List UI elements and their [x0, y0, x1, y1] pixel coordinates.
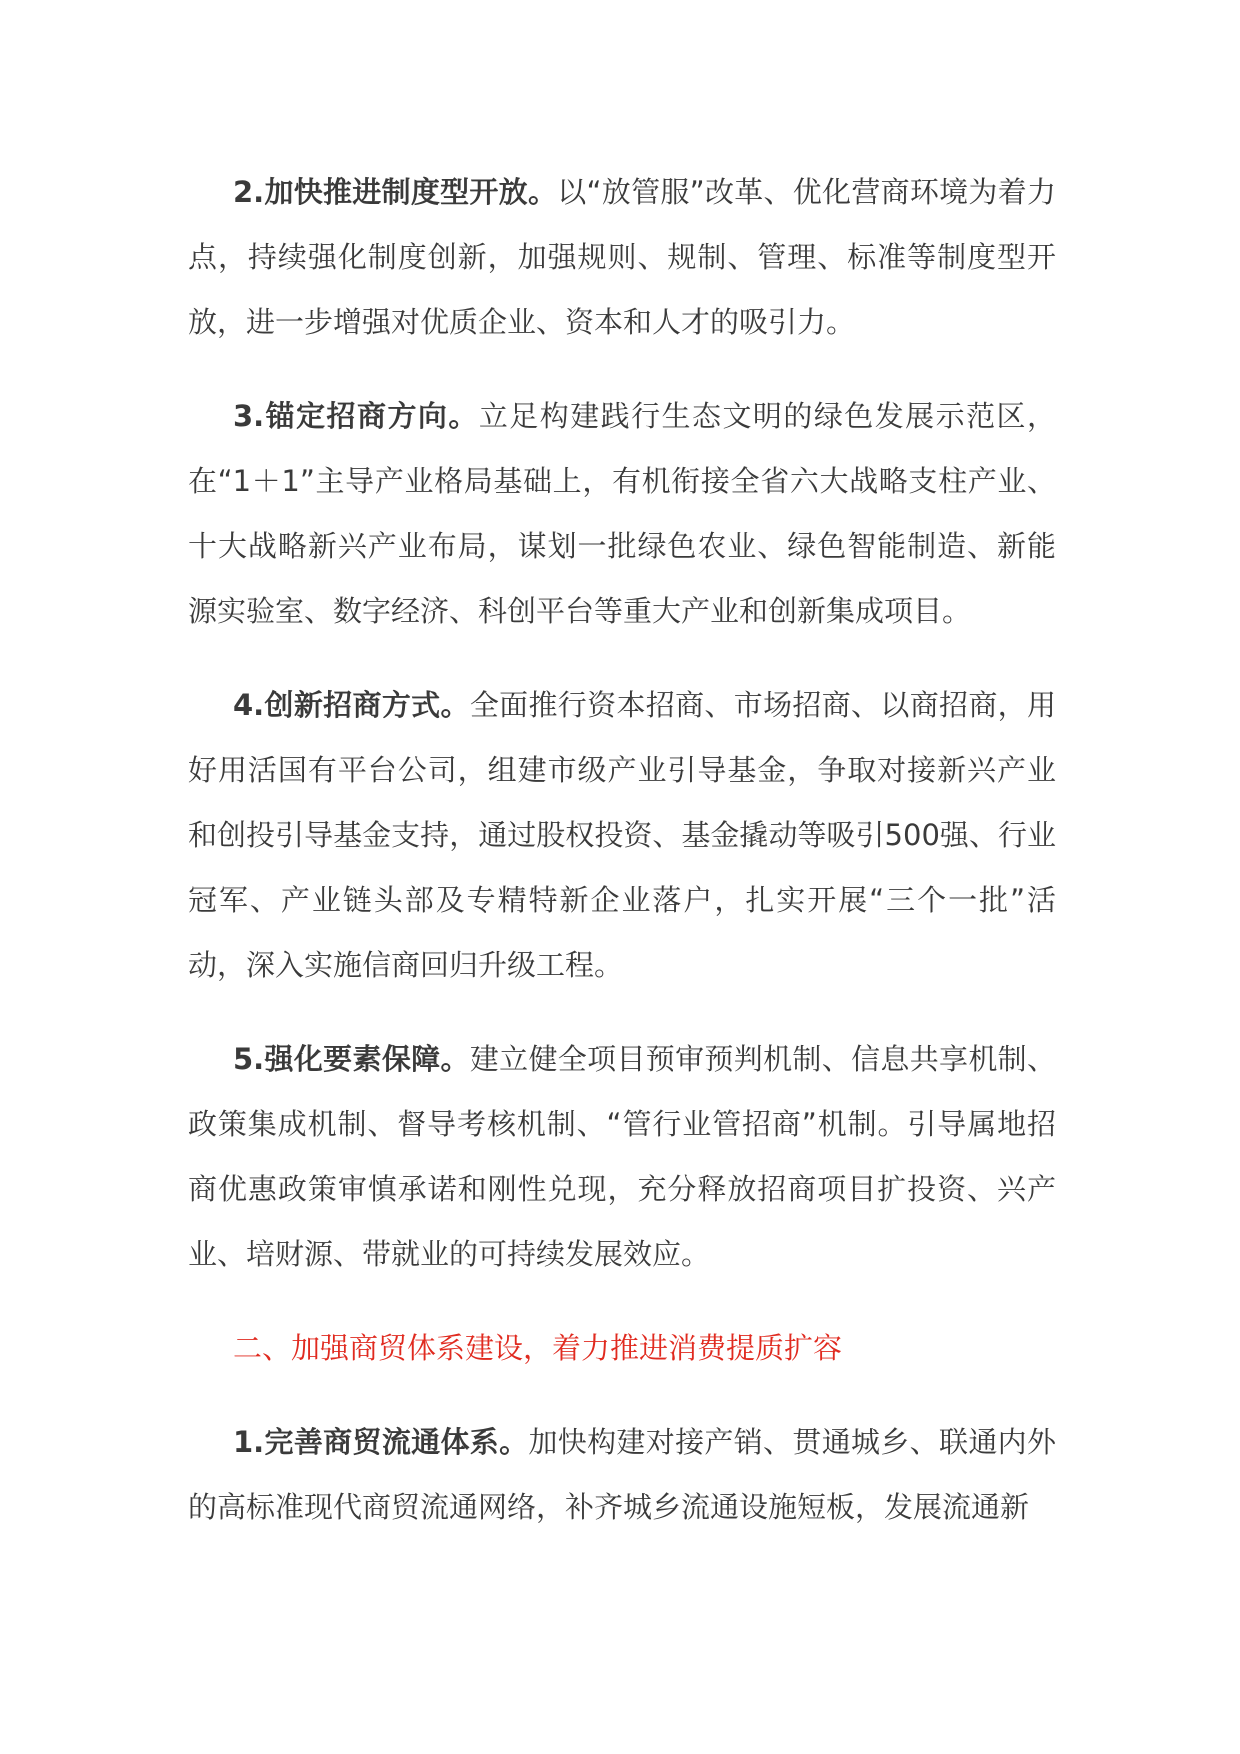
- paragraph-investment-methods: [188, 673, 1056, 998]
- paragraph-lead: 4.创新招商方式。: [233, 688, 470, 722]
- paragraph-lead: 3.锚定招商方向。: [233, 399, 479, 433]
- paragraph-investment-direction: [188, 384, 1056, 644]
- paragraph-lead: 5.强化要素保障。: [233, 1042, 470, 1076]
- document-page: [188, 160, 1056, 1540]
- paragraph-institutional-opening: [188, 160, 1056, 355]
- paragraph-body: 加快构建对接产销、贯通城乡、联通内外的高标准现代商贸流通网络，补齐城乡流通设施短板，发展流通新: [188, 1425, 1056, 1524]
- paragraph-lead: 2.加快推进制度型开放。: [233, 175, 558, 209]
- paragraph-body: 以“放管服”改革、优化营商环境为着力点，持续强化制度创新，加强规则、规制、管理、标准等制度型开放，进一步增强对优质企业、资本和人才的吸引力。: [188, 175, 1056, 339]
- paragraph-commerce-circulation: [188, 1410, 1056, 1540]
- paragraph-factor-guarantee: [188, 1027, 1056, 1287]
- paragraph-lead: 1.完善商贸流通体系。: [233, 1425, 529, 1459]
- paragraph-body: 立足构建践行生态文明的绿色发展示范区，在“1＋1”主导产业格局基础上，有机衔接全省六大战略支柱产业、十大战略新兴产业布局，谋划一批绿色农业、绿色智能制造、新能源实验室、数字经济、科创平台等重大产业和创新集成项目。: [188, 399, 1056, 628]
- paragraph-body: 全面推行资本招商、市场招商、以商招商，用好用活国有平台公司，组建市级产业引导基金，争取对接新兴产业和创投引导基金支持，通过股权投资、基金撬动等吸引500强、行业冠军、产业链头部及专精特新企业落户，扎实开展“三个一批”活动，深入实施信商回归升级工程。: [188, 688, 1056, 982]
- section-heading: 二、加强商贸体系建设，着力推进消费提质扩容: [233, 1331, 843, 1365]
- paragraph-body: 建立健全项目预审预判机制、信息共享机制、政策集成机制、督导考核机制、“管行业管招商”机制。引导属地招商优惠政策审慎承诺和刚性兑现，充分释放招商项目扩投资、兴产业、培财源、带就业的可持续发展效应。: [188, 1042, 1056, 1271]
